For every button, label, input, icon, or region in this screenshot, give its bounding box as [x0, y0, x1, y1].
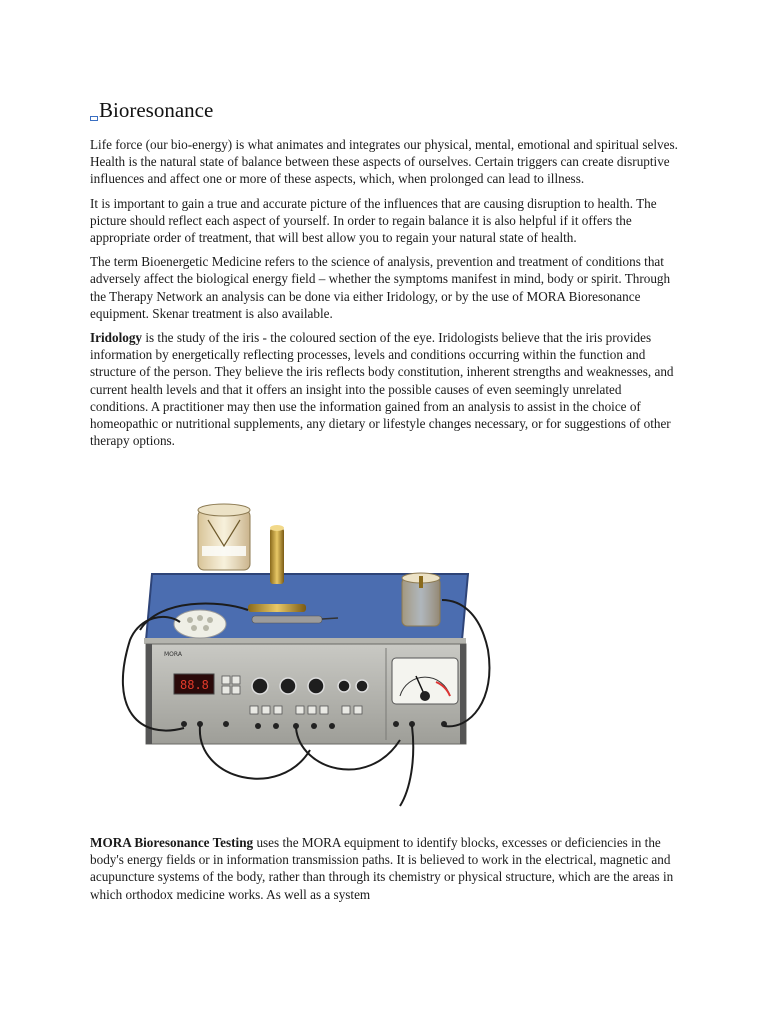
- glass-electrode-cup-left: [198, 504, 250, 570]
- device-meter: [392, 658, 458, 704]
- paragraph-accurate-picture: It is important to gain a true and accurate picture of the influences that are causing disruption to health. The picture should reflect each aspect of yourself. In order to regain balance it is also helpful if it offers the appropriate order of treatment, that will best allow you to regain your natural state of health.: [90, 195, 657, 246]
- paragraph-iridology: [90, 329, 680, 449]
- title-row: [90, 96, 680, 122]
- mora-term: MORA Bioresonance Testing: [90, 835, 254, 850]
- iridology-term: Iridology: [90, 330, 143, 346]
- mora-device-photo: [100, 500, 510, 808]
- iridology-text: is the study of the iris - the coloured section of the eye. Iridologists believe that the iris provides information by energetically reflecting processes, levels and conditions occurring within the function and structure of the person. They believe the iris reflects body constitution, inherent strengths and weaknesses, and current health levels and that it offers an insight into the possible causes of even seemingly unrelated conditions. A practitioner may then use the information gained from an analysis to assist in the choice of homeopathic or nutritional supplements, any dietary or lifestyle changes necessary, or for suggestions of other therapy options.: [90, 330, 674, 449]
- glass-electrode-cup-right: [402, 573, 440, 626]
- device-display: 88.8: [180, 678, 209, 692]
- page-title: Bioresonance: [99, 98, 214, 122]
- paragraph-mora: [90, 834, 680, 903]
- device-front-panel: [146, 644, 466, 744]
- brass-cylinder-electrode: [270, 525, 284, 584]
- mora-section: [90, 834, 680, 910]
- paragraph-bioenergetic-medicine: The term Bioenergetic Medicine refers to the science of analysis, prevention and treatment of conditions that adversely affect the biological energy field – whether the symptoms manifest in mind, body or spirit. Through the Therapy Network an analysis can be done via either Iridology, or by the use of MORA Bioresonance equipment. Skenar treatment is also available.: [90, 254, 671, 321]
- anchor-icon: [90, 116, 98, 121]
- paragraph-life-force: Life force (our bio-energy) is what animates and integrates our physical, mental, emotional and spiritual selves. Health is the natural state of balance between these aspects of ourselves. Certain triggers can create disruptive influences and affect one or more of these aspects, which, when prolonged can lead to illness.: [90, 137, 678, 187]
- device-brand-label: MORA: [164, 651, 182, 658]
- honeycomb-holder: [174, 610, 226, 638]
- mora-text: uses the MORA equipment to identify blocks, excesses or deficiencies in the body's energy fields or in information transmission paths. It is believed to work in the electrical, magnetic and acupuncture systems of the body, rather than through its chemistry or physical structure, which are the areas in which orthodox medicine works. As well as a system: [90, 835, 674, 902]
- document-body: [90, 96, 680, 456]
